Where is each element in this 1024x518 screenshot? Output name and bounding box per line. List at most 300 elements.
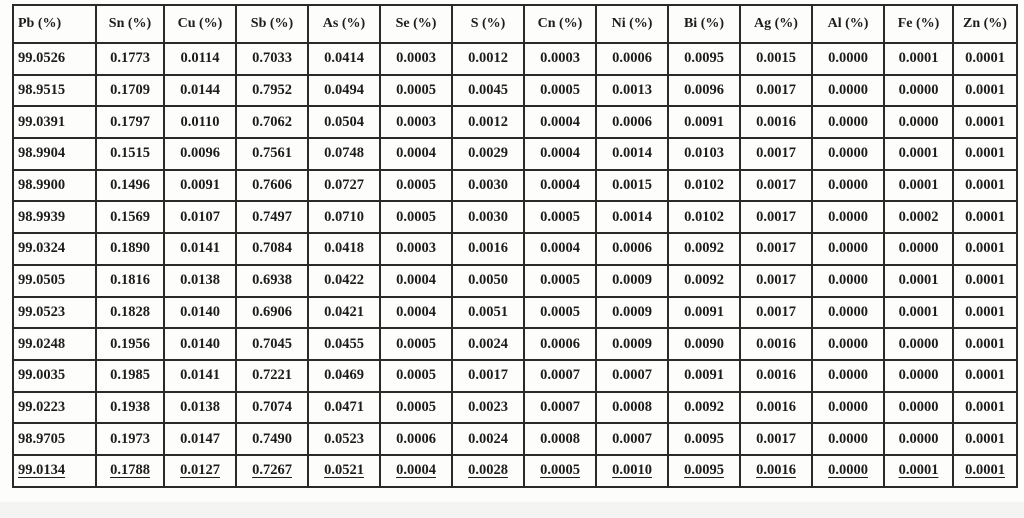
table-cell	[164, 75, 236, 107]
column-header: Ni (%)	[596, 5, 668, 43]
cell-value: 0.0091	[684, 113, 724, 130]
table-cell	[452, 106, 524, 138]
cell-value: 0.0092	[684, 240, 724, 257]
table-cell	[164, 328, 236, 360]
composition-table	[12, 4, 1018, 488]
column-header: Zn (%)	[953, 5, 1017, 43]
cell-value: 0.0000	[828, 367, 868, 384]
cell-value: 0.0114	[180, 50, 220, 67]
table-cell	[380, 297, 452, 329]
table-cell	[884, 43, 953, 75]
cell-value: 0.0710	[324, 208, 364, 225]
table-cell	[740, 43, 812, 75]
table-cell	[308, 392, 380, 424]
cell-value: 0.0000	[828, 303, 868, 320]
table-cell	[812, 297, 884, 329]
cell-value: 98.9705	[18, 430, 66, 447]
table-cell	[812, 360, 884, 392]
table-cell	[812, 43, 884, 75]
table-cell	[668, 170, 740, 202]
cell-value: 0.6906	[252, 303, 292, 320]
table-cell	[740, 201, 812, 233]
table-cell	[524, 170, 596, 202]
table-cell	[884, 423, 953, 455]
cell-value: 0.0005	[396, 82, 436, 99]
table-cell	[452, 233, 524, 265]
table-cell	[452, 392, 524, 424]
cell-value: 0.0422	[324, 272, 364, 289]
column-header: Bi (%)	[668, 5, 740, 43]
table-cell	[96, 75, 164, 107]
table-cell	[884, 233, 953, 265]
table-cell	[13, 43, 96, 75]
column-header: As (%)	[308, 5, 380, 43]
cell-value: 0.0007	[540, 398, 580, 415]
table-cell	[13, 138, 96, 170]
cell-value: 0.0001	[965, 272, 1005, 289]
cell-value: 0.0017	[756, 303, 796, 320]
table-cell	[740, 233, 812, 265]
table-cell	[13, 233, 96, 265]
table-cell	[236, 392, 308, 424]
cell-value: 0.0000	[828, 240, 868, 257]
table-cell	[596, 170, 668, 202]
table-cell	[164, 233, 236, 265]
cell-value: 0.0004	[396, 303, 436, 320]
cell-value: 0.0009	[612, 272, 652, 289]
cell-value: 0.0045	[468, 82, 508, 99]
cell-value: 0.0418	[324, 240, 364, 257]
table-cell	[884, 265, 953, 297]
cell-value: 0.0004	[540, 113, 580, 130]
cell-value: 0.0012	[468, 113, 508, 130]
cell-value: 0.7221	[252, 367, 292, 384]
table-row	[13, 265, 1017, 297]
cell-value: 0.0095	[684, 430, 724, 447]
cell-value: 0.1985	[110, 367, 150, 384]
table-cell	[596, 297, 668, 329]
table-cell	[96, 423, 164, 455]
cell-value: 0.0000	[828, 82, 868, 99]
cell-value: 0.0014	[612, 208, 652, 225]
table-cell	[596, 75, 668, 107]
table-cell	[812, 75, 884, 107]
cell-value: 98.9904	[18, 145, 66, 162]
table-cell	[953, 138, 1017, 170]
cell-value: 0.0004	[540, 240, 580, 257]
cell-value: 0.0001	[965, 430, 1005, 447]
cell-value: 0.7497	[252, 208, 292, 225]
cell-value: 0.0001	[965, 462, 1005, 479]
table-cell	[13, 265, 96, 297]
table-cell	[953, 297, 1017, 329]
table-cell	[13, 201, 96, 233]
cell-value: 0.1956	[110, 335, 150, 352]
table-cell	[164, 265, 236, 297]
table-cell	[13, 455, 96, 487]
cell-value: 0.0017	[468, 367, 508, 384]
cell-value: 0.0017	[756, 177, 796, 194]
cell-value: 0.0147	[180, 430, 220, 447]
table-cell	[668, 297, 740, 329]
cell-value: 0.0005	[540, 462, 580, 479]
column-header: Al (%)	[812, 5, 884, 43]
table-cell	[308, 328, 380, 360]
table-cell	[884, 297, 953, 329]
cell-value: 0.1496	[110, 177, 150, 194]
cell-value: 0.0001	[965, 367, 1005, 384]
cell-value: 0.0090	[684, 335, 724, 352]
cell-value: 99.0523	[18, 303, 66, 320]
table-cell	[236, 423, 308, 455]
table-cell	[524, 423, 596, 455]
table-cell	[96, 265, 164, 297]
cell-value: 0.0000	[828, 398, 868, 415]
table-cell	[96, 233, 164, 265]
cell-value: 0.0017	[756, 82, 796, 99]
cell-value: 0.0000	[828, 208, 868, 225]
cell-value: 0.0013	[612, 82, 652, 99]
table-cell	[884, 328, 953, 360]
table-cell	[953, 43, 1017, 75]
table-cell	[740, 423, 812, 455]
table-row	[13, 75, 1017, 107]
table-cell	[668, 106, 740, 138]
table-cell	[884, 360, 953, 392]
table-cell	[596, 138, 668, 170]
cell-value: 0.0001	[965, 303, 1005, 320]
cell-value: 0.0004	[396, 145, 436, 162]
cell-value: 0.0006	[612, 240, 652, 257]
table-cell	[596, 392, 668, 424]
cell-value: 0.0748	[324, 145, 364, 162]
table-cell	[596, 328, 668, 360]
table-cell	[953, 170, 1017, 202]
cell-value: 0.0000	[828, 430, 868, 447]
cell-value: 0.0095	[684, 462, 724, 479]
table-cell	[668, 43, 740, 75]
cell-value: 0.0017	[756, 145, 796, 162]
table-cell	[236, 170, 308, 202]
cell-value: 0.0005	[540, 208, 580, 225]
table-cell	[740, 455, 812, 487]
cell-value: 0.0523	[324, 430, 364, 447]
cell-value: 0.0001	[965, 82, 1005, 99]
table-cell	[812, 328, 884, 360]
cell-value: 0.1773	[110, 50, 150, 67]
cell-value: 0.0000	[828, 145, 868, 162]
table-cell	[96, 201, 164, 233]
table-cell	[380, 43, 452, 75]
cell-value: 0.0006	[540, 335, 580, 352]
table-row	[13, 392, 1017, 424]
table-cell	[524, 392, 596, 424]
column-header: Cn (%)	[524, 5, 596, 43]
cell-value: 0.0030	[468, 177, 508, 194]
cell-value: 0.0005	[396, 335, 436, 352]
table-cell	[380, 138, 452, 170]
table-cell	[596, 233, 668, 265]
cell-value: 0.1515	[110, 145, 150, 162]
table-cell	[452, 360, 524, 392]
table-cell	[380, 328, 452, 360]
cell-value: 98.9900	[18, 177, 66, 194]
cell-value: 0.0005	[396, 177, 436, 194]
table-cell	[13, 170, 96, 202]
table-row	[13, 43, 1017, 75]
cell-value: 0.0000	[828, 335, 868, 352]
cell-value: 0.0091	[180, 177, 220, 194]
table-row	[13, 423, 1017, 455]
table-cell	[740, 138, 812, 170]
cell-value: 0.0000	[898, 335, 939, 352]
table-cell	[380, 423, 452, 455]
table-row	[13, 106, 1017, 138]
table-cell	[164, 43, 236, 75]
cell-value: 99.0223	[18, 398, 66, 415]
cell-value: 0.0001	[965, 50, 1005, 67]
table-cell	[953, 328, 1017, 360]
cell-value: 0.0003	[396, 50, 436, 67]
cell-value: 0.0001	[965, 335, 1005, 352]
cell-value: 0.0414	[324, 50, 364, 67]
table-cell	[596, 106, 668, 138]
column-header: Se (%)	[380, 5, 452, 43]
cell-value: 98.9515	[18, 82, 66, 99]
table-row	[13, 138, 1017, 170]
table-row	[13, 328, 1017, 360]
table-cell	[96, 170, 164, 202]
column-header: Sb (%)	[236, 5, 308, 43]
cell-value: 98.9939	[18, 208, 66, 225]
cell-value: 0.0001	[898, 272, 939, 289]
table-cell	[524, 75, 596, 107]
table-cell	[96, 360, 164, 392]
table-cell	[740, 106, 812, 138]
cell-value: 0.0000	[828, 177, 868, 194]
cell-value: 0.0494	[324, 82, 364, 99]
cell-value: 0.0469	[324, 367, 364, 384]
table-cell	[953, 423, 1017, 455]
column-header: Cu (%)	[164, 5, 236, 43]
cell-value: 0.0017	[756, 208, 796, 225]
cell-value: 0.0012	[468, 50, 508, 67]
table-cell	[236, 201, 308, 233]
table-cell	[524, 43, 596, 75]
cell-value: 0.7952	[252, 82, 292, 99]
table-cell	[740, 265, 812, 297]
table-cell	[380, 106, 452, 138]
table-cell	[380, 233, 452, 265]
cell-value: 0.0051	[468, 303, 508, 320]
table-cell	[236, 138, 308, 170]
table-cell	[812, 423, 884, 455]
table-cell	[740, 328, 812, 360]
table-cell	[13, 297, 96, 329]
cell-value: 0.0016	[468, 240, 508, 257]
cell-value: 0.0006	[396, 430, 436, 447]
table-cell	[308, 170, 380, 202]
cell-value: 0.0050	[468, 272, 508, 289]
table-cell	[13, 392, 96, 424]
table-cell	[884, 138, 953, 170]
table-cell	[812, 265, 884, 297]
table-cell	[380, 455, 452, 487]
table-cell	[308, 455, 380, 487]
cell-value: 0.0008	[612, 398, 652, 415]
table-cell	[308, 75, 380, 107]
cell-value: 0.0000	[828, 113, 868, 130]
cell-value: 0.0007	[612, 430, 652, 447]
table-cell	[740, 170, 812, 202]
cell-value: 0.1816	[110, 272, 150, 289]
table-cell	[164, 201, 236, 233]
cell-value: 0.1890	[110, 240, 150, 257]
cell-value: 0.0103	[684, 145, 724, 162]
cell-value: 0.7084	[252, 240, 292, 257]
cell-value: 0.7045	[252, 335, 292, 352]
table-cell	[308, 423, 380, 455]
table-cell	[96, 43, 164, 75]
table-cell	[668, 138, 740, 170]
table-cell	[452, 201, 524, 233]
table-cell	[96, 455, 164, 487]
table-cell	[524, 106, 596, 138]
column-header: Sn (%)	[96, 5, 164, 43]
column-header: Ag (%)	[740, 5, 812, 43]
table-cell	[96, 392, 164, 424]
cell-value: 99.0035	[18, 367, 66, 384]
cell-value: 0.0003	[396, 113, 436, 130]
cell-value: 0.1828	[110, 303, 150, 320]
table-cell	[668, 455, 740, 487]
cell-value: 99.0526	[18, 50, 66, 67]
table-cell	[164, 360, 236, 392]
table-row	[13, 201, 1017, 233]
table-cell	[524, 455, 596, 487]
table-cell	[953, 75, 1017, 107]
table-cell	[596, 265, 668, 297]
cell-value: 0.0023	[468, 398, 508, 415]
table-cell	[884, 106, 953, 138]
table-cell	[524, 328, 596, 360]
table-cell	[524, 360, 596, 392]
table-cell	[308, 138, 380, 170]
cell-value: 0.0421	[324, 303, 364, 320]
table-cell	[668, 328, 740, 360]
cell-value: 0.0004	[540, 177, 580, 194]
table-cell	[524, 138, 596, 170]
table-cell	[236, 328, 308, 360]
cell-value: 0.0000	[898, 82, 939, 99]
cell-value: 0.0727	[324, 177, 364, 194]
table-row	[13, 297, 1017, 329]
cell-value: 0.0016	[756, 462, 796, 479]
cell-value: 0.0140	[180, 335, 220, 352]
table-cell	[884, 75, 953, 107]
column-header: Pb (%)	[13, 5, 96, 43]
table-cell	[308, 265, 380, 297]
table-cell	[740, 392, 812, 424]
cell-value: 0.0001	[965, 177, 1005, 194]
table-cell	[953, 106, 1017, 138]
table-cell	[236, 43, 308, 75]
table-cell	[953, 233, 1017, 265]
cell-value: 0.0127	[180, 462, 220, 479]
table-cell	[13, 106, 96, 138]
table-cell	[812, 106, 884, 138]
table-cell	[13, 328, 96, 360]
table-cell	[452, 43, 524, 75]
cell-value: 0.0000	[898, 367, 939, 384]
cell-value: 0.1569	[110, 208, 150, 225]
table-cell	[13, 423, 96, 455]
cell-value: 0.0092	[684, 272, 724, 289]
table-cell	[596, 360, 668, 392]
cell-value: 0.0015	[756, 50, 796, 67]
cell-value: 0.0003	[396, 240, 436, 257]
table-cell	[812, 233, 884, 265]
cell-value: 0.1788	[110, 462, 150, 479]
cell-value: 99.0134	[18, 462, 66, 479]
cell-value: 0.6938	[252, 272, 292, 289]
table-cell	[884, 392, 953, 424]
table-cell	[308, 297, 380, 329]
cell-value: 0.0138	[180, 272, 220, 289]
cell-value: 0.0017	[756, 272, 796, 289]
cell-value: 0.0102	[684, 208, 724, 225]
table-cell	[596, 423, 668, 455]
cell-value: 0.0003	[540, 50, 580, 67]
cell-value: 0.0096	[180, 145, 220, 162]
cell-value: 0.0001	[965, 240, 1005, 257]
table-cell	[380, 392, 452, 424]
table-cell	[668, 360, 740, 392]
cell-value: 0.0029	[468, 145, 508, 162]
cell-value: 0.0000	[828, 462, 868, 479]
table-cell	[308, 43, 380, 75]
table-cell	[236, 360, 308, 392]
table-cell	[380, 360, 452, 392]
table-cell	[13, 75, 96, 107]
table-cell	[236, 297, 308, 329]
table-cell	[596, 201, 668, 233]
cell-value: 0.0017	[756, 240, 796, 257]
cell-value: 0.0004	[396, 272, 436, 289]
cell-value: 0.0017	[756, 430, 796, 447]
cell-value: 0.0000	[898, 430, 939, 447]
cell-value: 0.7033	[252, 50, 292, 67]
table-cell	[236, 265, 308, 297]
table-header-row	[13, 5, 1017, 43]
table-cell	[452, 455, 524, 487]
cell-value: 0.0107	[180, 208, 220, 225]
table-cell	[236, 233, 308, 265]
cell-value: 0.0092	[684, 398, 724, 415]
cell-value: 0.0005	[396, 398, 436, 415]
cell-value: 0.0007	[612, 367, 652, 384]
table-cell	[668, 392, 740, 424]
cell-value: 0.7490	[252, 430, 292, 447]
cell-value: 0.0024	[468, 430, 508, 447]
cell-value: 0.0015	[612, 177, 652, 194]
table-cell	[380, 170, 452, 202]
table-row	[13, 360, 1017, 392]
cell-value: 0.0005	[540, 272, 580, 289]
table-cell	[596, 43, 668, 75]
cell-value: 0.0000	[828, 272, 868, 289]
table-cell	[812, 392, 884, 424]
